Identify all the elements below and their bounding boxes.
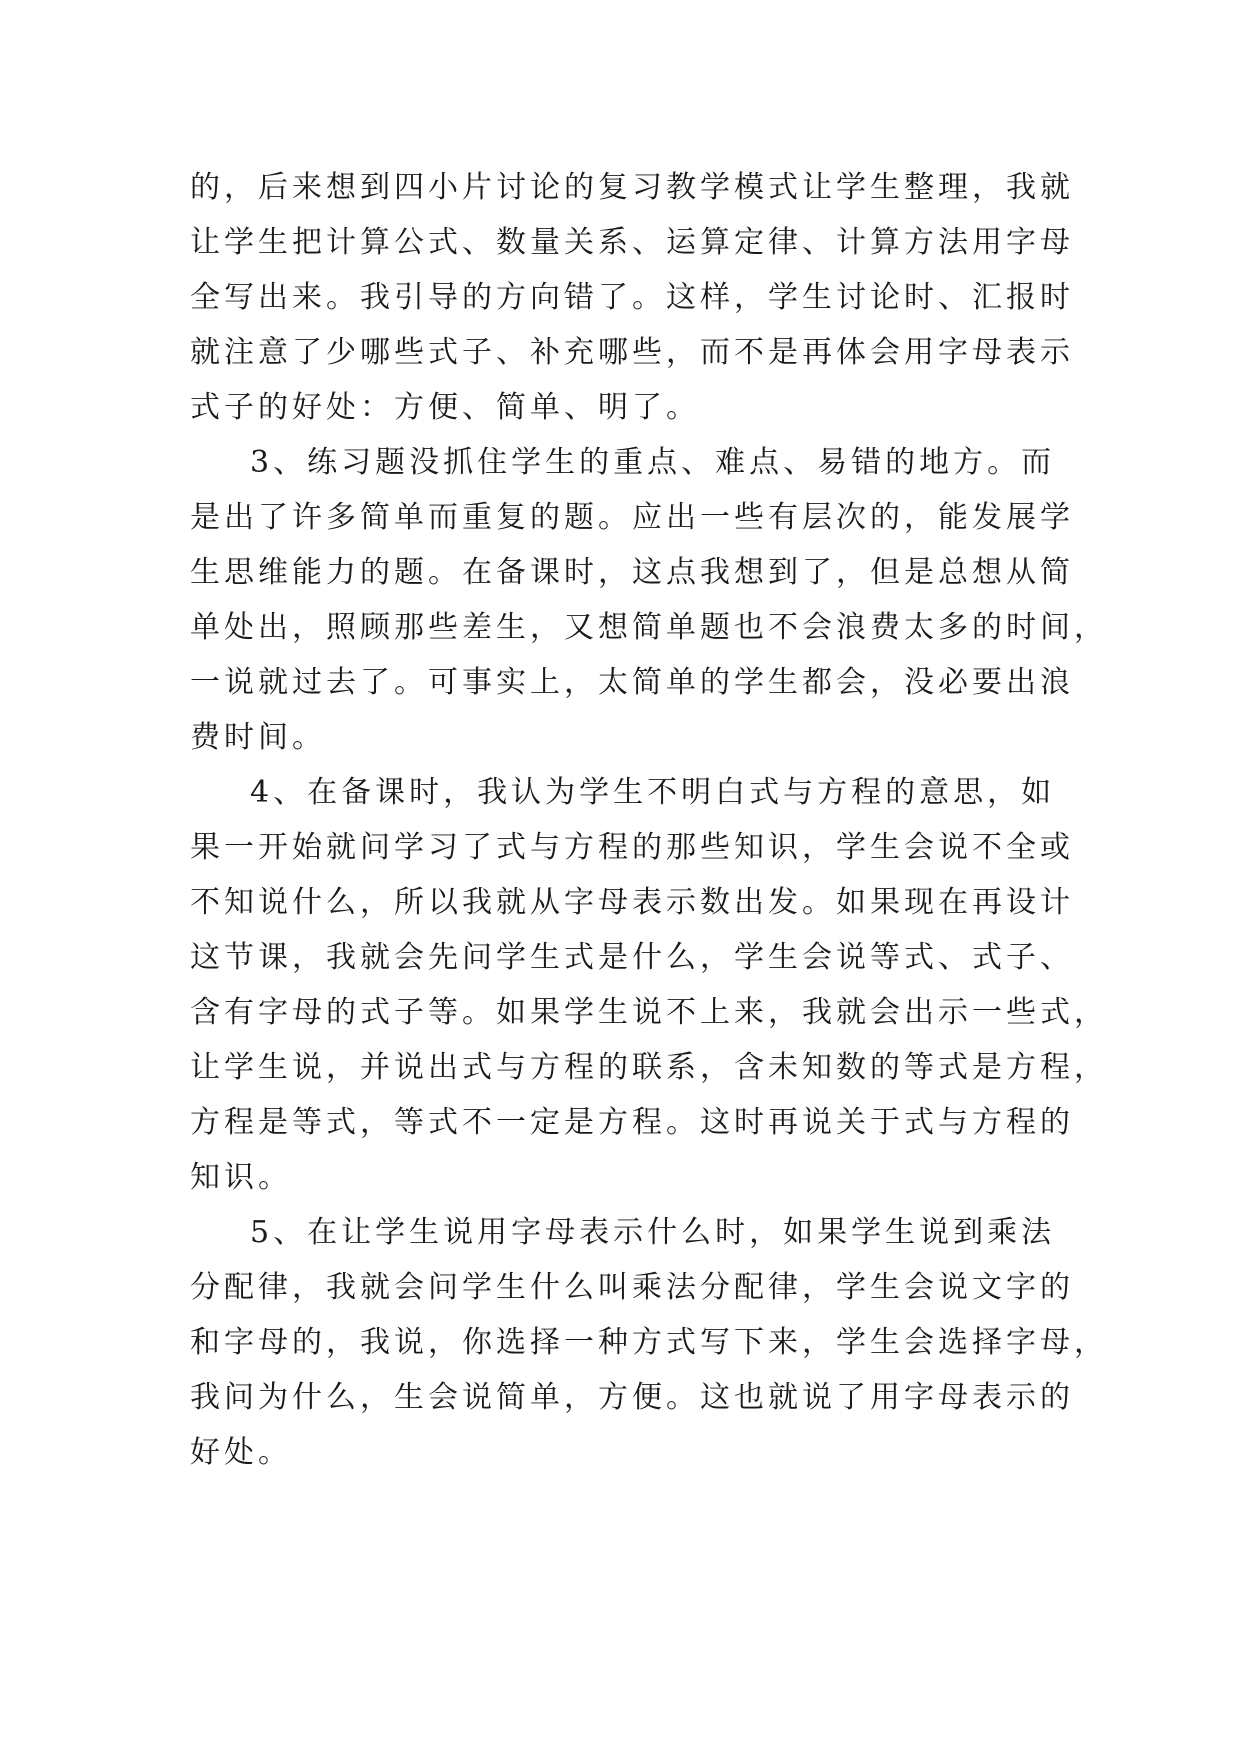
- text-line: 知识。: [190, 1160, 292, 1195]
- text-line: 5、在让学生说用字母表示什么时，如果学生说到乘法: [250, 1215, 1056, 1250]
- text-line: 3、练习题没抓住学生的重点、难点、易错的地方。而: [250, 445, 1056, 480]
- text-line: 全写出来。我引导的方向错了。这样，学生讨论时、汇报时: [190, 280, 1074, 315]
- text-line: 分配律，我就会问学生什么叫乘法分配律，学生会说文字的: [190, 1270, 1074, 1305]
- text-line: 一说就过去了。可事实上，太简单的学生都会，没必要出浪: [190, 665, 1074, 700]
- text-line: 4、在备课时，我认为学生不明白式与方程的意思，如: [250, 775, 1056, 810]
- text-line: 费时间。: [190, 720, 326, 755]
- text-line: 式子的好处：方便、简单、明了。: [190, 390, 700, 425]
- text-line: 方程是等式，等式不一定是方程。这时再说关于式与方程的: [190, 1105, 1074, 1140]
- text-line: 果一开始就问学习了式与方程的那些知识，学生会说不全或: [190, 830, 1074, 865]
- text-line: 的，后来想到四小片讨论的复习教学模式让学生整理，我就: [190, 170, 1074, 205]
- text-line: 我问为什么，生会说简单，方便。这也就说了用字母表示的: [190, 1380, 1074, 1415]
- text-line: 就注意了少哪些式子、补充哪些，而不是再体会用字母表示: [190, 335, 1074, 370]
- text-line: 单处出，照顾那些差生，又想简单题也不会浪费太多的时间，: [190, 610, 1108, 645]
- text-line: 让学生把计算公式、数量关系、运算定律、计算方法用字母: [190, 225, 1074, 260]
- text-line: 让学生说，并说出式与方程的联系，含未知数的等式是方程，: [190, 1050, 1108, 1085]
- text-line: 和字母的，我说，你选择一种方式写下来，学生会选择字母，: [190, 1325, 1108, 1360]
- text-line: 是出了许多简单而重复的题。应出一些有层次的，能发展学: [190, 500, 1074, 535]
- text-line: 生思维能力的题。在备课时，这点我想到了，但是总想从简: [190, 555, 1074, 590]
- text-line: 这节课，我就会先问学生式是什么，学生会说等式、式子、: [190, 940, 1074, 975]
- text-line: 含有字母的式子等。如果学生说不上来，我就会出示一些式，: [190, 995, 1108, 1030]
- text-line: 好处。: [190, 1435, 292, 1470]
- text-line: 不知说什么，所以我就从字母表示数出发。如果现在再设计: [190, 885, 1074, 920]
